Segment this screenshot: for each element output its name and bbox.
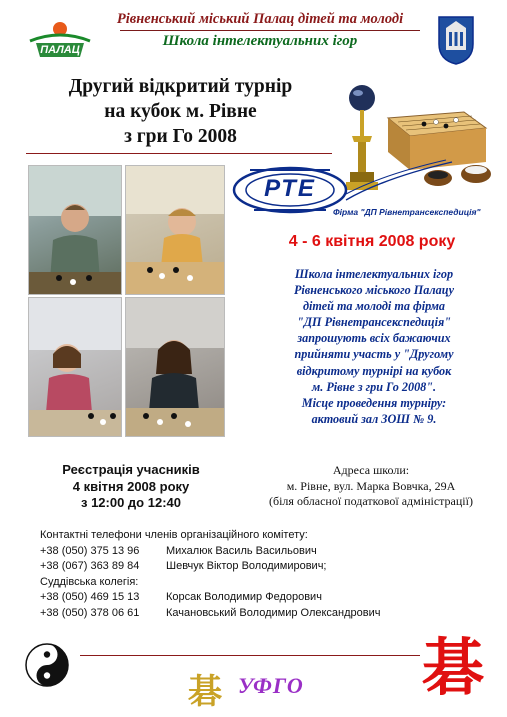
contact-row	[40, 559, 380, 575]
contact-row	[40, 590, 380, 606]
sponsor-label: Фірма "ДП Рівнетрансекспедиція"	[333, 207, 481, 217]
address-heading: Адреса школи:	[332, 463, 410, 477]
contact-name: Качановський Володимир Олександрович	[166, 606, 381, 619]
ufgo-logo-text: УФГО	[238, 673, 304, 698]
city-coat-of-arms	[436, 14, 476, 66]
contact-name: Михалюк Василь Васильович	[166, 544, 317, 557]
sponsor-swoosh	[344, 158, 454, 202]
sponsor-logo-text: РТЕ	[264, 175, 316, 202]
school-address	[240, 463, 502, 510]
judges-heading: Суддівська колегія:	[40, 575, 139, 588]
photo-player-man	[28, 165, 122, 295]
address-street: м. Рівне, вул. Марка Вовчка, 29А	[286, 478, 456, 493]
title-line-3: з гри Го 2008	[124, 126, 237, 147]
contact-phone: +38 (050) 378 06 61	[40, 606, 140, 619]
committee-heading: Контактні телефони членів організаційного комітету:	[40, 529, 308, 541]
invitation-line: Школа інтелектуальних ігор	[294, 267, 454, 281]
address-note: (біля обласної податкової адміністрації)	[269, 494, 473, 508]
invitation-line: дітей та молоді та фірма	[302, 299, 446, 314]
invitation-line: відкритому турнірі на кубок	[296, 363, 452, 378]
go-kanji-small: 碁	[188, 674, 222, 711]
invitation-line: актовий зал ЗОШ № 9.	[311, 411, 437, 426]
registration-info	[26, 462, 236, 512]
invitation-line: Рівненського міського Палацу	[293, 283, 455, 298]
tournament-title	[28, 74, 333, 149]
palace-logo	[26, 15, 94, 67]
title-line-2: на кубок м. Рівне	[104, 101, 257, 122]
contact-phone: +38 (067) 363 89 84	[40, 560, 140, 573]
invitation-line: "ДП Рівнетрансекспедиція"	[296, 315, 452, 330]
photo-player-girl-1	[28, 297, 122, 437]
invitation-text	[248, 266, 500, 427]
contact-row	[40, 544, 380, 560]
registration-date: 4 квітня 2008 року	[72, 478, 190, 494]
contact-name: Шевчук Віктор Володимирович;	[166, 560, 327, 573]
yin-yang-icon	[24, 642, 70, 688]
photo-player-boy	[125, 165, 225, 295]
org-name: Рівненський міський Палац дітей та молоді	[116, 11, 404, 27]
title-divider	[26, 153, 332, 154]
photo-player-girl-2	[125, 297, 225, 437]
invitation-line: запрошують всіх бажаючих	[297, 331, 451, 346]
contact-row	[40, 606, 380, 622]
header-divider	[120, 30, 420, 31]
event-date: 4 - 6 квітня 2008 року	[288, 233, 456, 250]
invitation-line: м. Рівне з гри Го 2008".	[311, 379, 437, 394]
footer-divider	[80, 655, 420, 656]
invitation-line: прийняти участь у "Другому	[294, 347, 454, 362]
title-line-1: Другий відкритий турнір	[68, 76, 293, 97]
school-name: Школа інтелектуальних ігор	[162, 33, 358, 49]
sponsor-logo	[230, 160, 350, 218]
invitation-line: Місце проведення турніру:	[301, 395, 447, 410]
registration-time: з 12:00 до 12:40	[81, 495, 181, 510]
registration-heading: Реєстрація учасників	[62, 462, 200, 477]
go-kanji-large: 碁	[422, 635, 485, 703]
contact-phone: +38 (050) 375 13 96	[40, 544, 140, 557]
palace-logo-text: ПАЛАЦ	[40, 44, 80, 56]
contact-phone: +38 (050) 469 15 13	[40, 591, 140, 604]
contact-name: Корсак Володимир Федорович	[166, 591, 322, 604]
contacts-block	[40, 528, 380, 622]
